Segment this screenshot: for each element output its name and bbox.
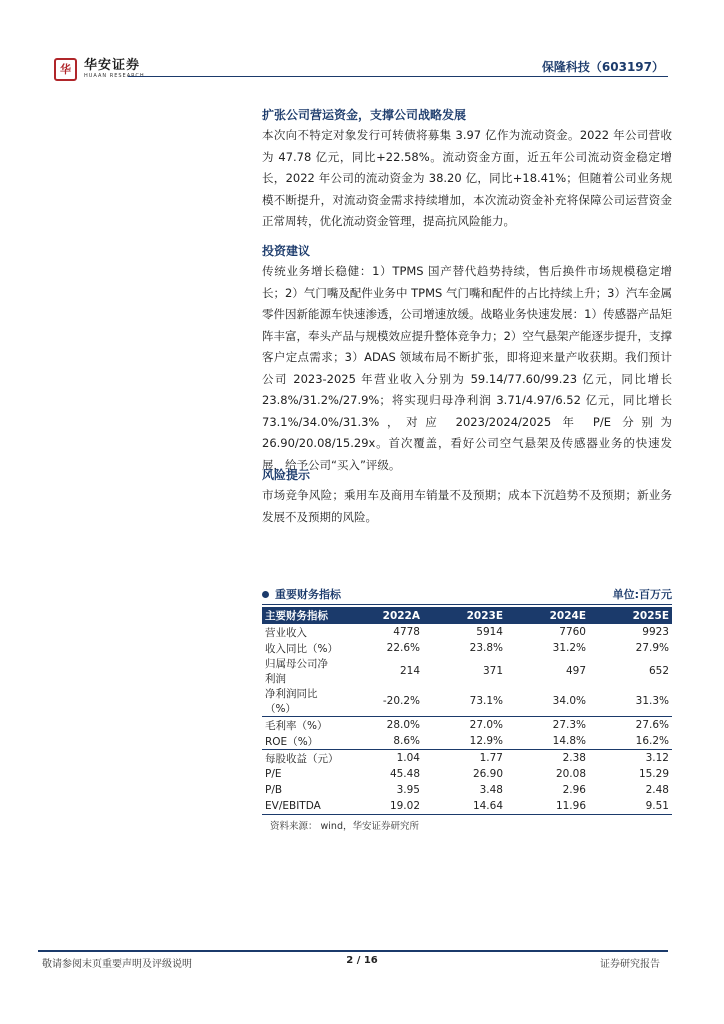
table-cell: 652 — [648, 665, 669, 677]
table-row — [262, 782, 672, 798]
section-working-capital — [262, 106, 672, 233]
table-title-row — [262, 586, 672, 602]
table-cell: 28.0% — [340, 717, 423, 734]
table-row — [262, 798, 672, 815]
header-divider — [128, 76, 668, 77]
table-cell: 12.9% — [469, 735, 503, 747]
row-label: 归属母公司净利润 — [265, 658, 328, 685]
table-cell: 14.8% — [552, 735, 586, 747]
table-cell: 15.29 — [638, 768, 669, 780]
financial-table-block — [262, 586, 672, 832]
table-cell: 8.6% — [393, 735, 420, 747]
table-cell: 2.96 — [562, 784, 586, 796]
row-label: 净利润同比（%） — [265, 688, 318, 715]
header-cell: 2022A — [382, 609, 420, 622]
table-cell: 16.2% — [635, 735, 669, 747]
table-cell: 497 — [565, 665, 586, 677]
table-cell: 5914 — [476, 626, 503, 638]
table-cell: 14.64 — [423, 798, 506, 815]
table-cell: 3.95 — [396, 784, 420, 796]
table-title: 重要财务指标 — [275, 588, 341, 601]
table-row — [262, 766, 672, 782]
table-cell: 214 — [399, 665, 420, 677]
section-investment-advice — [262, 242, 672, 476]
page-number: 2 / 16 — [346, 955, 378, 966]
table-row — [262, 686, 672, 717]
table-row — [262, 733, 672, 750]
table-cell: 22.6% — [386, 642, 420, 654]
table-cell: 34.0% — [552, 695, 586, 707]
header-cell: 2024E — [549, 609, 586, 622]
section-body: 本次向不特定对象发行可转债将募集 3.97 亿作为流动资金。2022 年公司营收为 47.78 亿元，同比+22.58%。流动资金方面，近五年公司流动资金稳定增长，2022 年公司的流动资金为 38.20 亿，同比+18.41%；但随着公司业务规模不断提升，对流动资金需求持续增加，本次流动资金补充将保障公司运营资金正常周转，优化流动资金管理，提高抗风险能力。 — [262, 128, 672, 228]
footer-report-type: 证券研究报告 — [600, 959, 660, 970]
header-cell: 2025E — [632, 609, 669, 622]
table-title-divider — [262, 604, 672, 605]
row-label: 毛利率（%） — [262, 717, 340, 734]
footer-divider — [38, 950, 668, 952]
footer-disclaimer: 敬请参阅末页重要声明及评级说明 — [42, 959, 192, 970]
table-cell: 9.51 — [589, 798, 672, 815]
table-cell: 20.08 — [555, 768, 586, 780]
table-cell: 45.48 — [389, 768, 420, 780]
section-body: 传统业务增长稳健：1）TPMS 国产替代趋势持续，售后换件市场规模稳定增长；2）气门嘴及配件业务中 TPMS 气门嘴和配件的占比持续上升；3）汽车金属零件因新能源车快速渗透，公司增速放缓。战略业务快速发展：1）传感器产品矩阵丰富，奉头产品与规模效应提升整体竞争力；2）空气悬架产能逐步提升，支撑客户定点需求；3）ADAS 领域布局不断扩张，即将迎来量产收获期。我们预计公司 2023-2025 年营业收入分别为 59.14/77.60/99.23 亿元，同比增长 23.8%/31.2%/27.9%；将实现归母净利润 3.71/4.97/6.52 亿元，同比增长 73.1%/34.0%/31.3%，对应 2023/2024/2025 年 P/E 分别为 26.90/20.08/15.29x。首次覆盖，看好公司空气悬架及传感器业务的快速发展，给予公司“买入”评级。 — [262, 264, 672, 472]
table-cell: 2.48 — [645, 784, 669, 796]
table-source: 资料来源： wind，华安证券研究所 — [270, 821, 419, 832]
row-label: EV/EBITDA — [262, 798, 340, 815]
table-cell: 2.38 — [506, 750, 589, 767]
table-row — [262, 750, 672, 767]
row-label: 每股收益（元） — [262, 750, 340, 767]
table-cell: 9923 — [642, 626, 669, 638]
table-cell: 19.02 — [340, 798, 423, 815]
table-header-row — [262, 607, 672, 624]
table-cell: 4778 — [393, 626, 420, 638]
bullet-icon — [262, 591, 269, 598]
table-cell: 3.12 — [589, 750, 672, 767]
financial-table — [262, 607, 672, 815]
table-cell: 1.04 — [340, 750, 423, 767]
table-row — [262, 717, 672, 734]
row-label: 收入同比（%） — [265, 642, 338, 655]
section-title: 扩张公司营运资金，支撑公司战略发展 — [262, 108, 467, 122]
table-unit: 单位:百万元 — [612, 588, 672, 601]
table-cell: 27.6% — [589, 717, 672, 734]
table-cell: 3.48 — [479, 784, 503, 796]
table-cell: 31.2% — [552, 642, 586, 654]
table-row — [262, 656, 672, 686]
table-row — [262, 624, 672, 640]
table-cell: 31.3% — [635, 695, 669, 707]
company-ticker: 保隆科技（603197） — [541, 60, 664, 74]
table-cell: -20.2% — [382, 695, 420, 707]
table-row — [262, 640, 672, 656]
table-cell: 27.0% — [423, 717, 506, 734]
table-cell: 371 — [482, 665, 503, 677]
table-cell: 26.90 — [472, 768, 503, 780]
header-cell: 主要财务指标 — [265, 610, 328, 622]
header-cell: 2023E — [466, 609, 503, 622]
table-cell: 27.3% — [506, 717, 589, 734]
brand-name-cn: 华安证券 — [84, 58, 141, 73]
table-cell: 73.1% — [469, 695, 503, 707]
row-label: P/E — [265, 768, 282, 780]
seal-icon: 华 — [54, 58, 77, 81]
table-cell: 23.8% — [469, 642, 503, 654]
section-title: 投资建议 — [262, 244, 311, 258]
brand-name-en: HUAAN RESEARCH — [84, 73, 145, 79]
table-cell: 11.96 — [506, 798, 589, 815]
row-label: ROE（%） — [265, 735, 319, 748]
table-cell: 27.9% — [635, 642, 669, 654]
section-title: 风险提示 — [262, 468, 311, 482]
company-logo — [54, 58, 145, 81]
section-body: 市场竞争风险；乘用车及商用车销量不及预期；成本下沉趋势不及预期；新业务发展不及预期的风险。 — [262, 488, 672, 524]
table-cell: 1.77 — [423, 750, 506, 767]
row-label: 营业收入 — [265, 626, 307, 639]
row-label: P/B — [265, 784, 283, 796]
section-risk — [262, 466, 672, 528]
table-cell: 7760 — [559, 626, 586, 638]
